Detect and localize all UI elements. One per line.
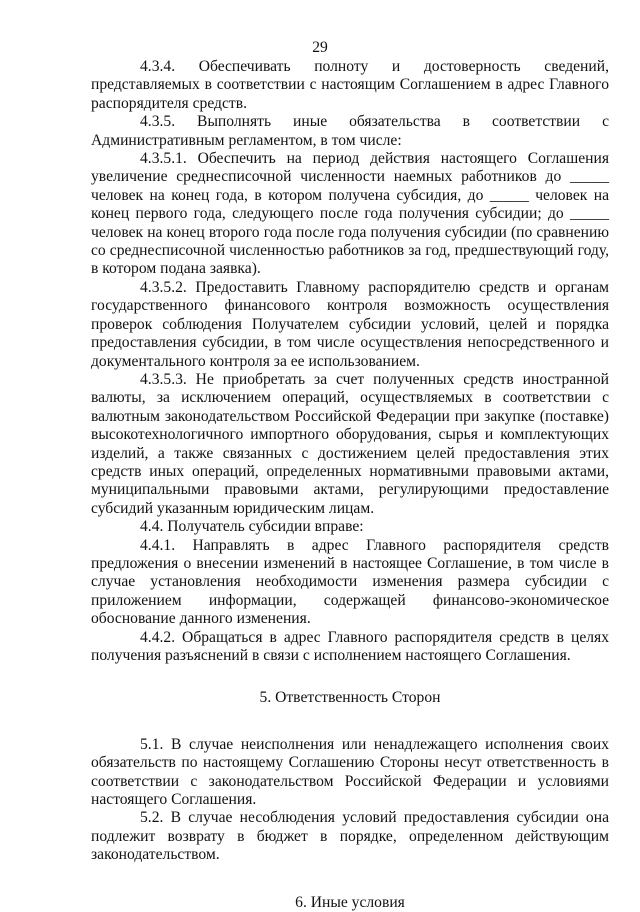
section-6-heading: 6. Иные условия (295, 893, 405, 911)
clause-4-3-5-2: 4.3.5.2. Предоставить Главному распорядителю средств и органам государственного финансового контроля возможность осуществления проверок соблюдения Получателем субсидии условий, целей и порядка предоставления субсидии, в том числе осуществления непосредственного и документального контроля за ее использованием. (91, 278, 609, 370)
clause-5-1: 5.1. В случае неисполнения или ненадлежащего исполнения своих обязательств по настоящему Соглашению Стороны несут ответственность в соответствии с законодательством Российской Федерации и условиями настоящего Соглашения. (91, 735, 609, 809)
clause-4-4-1: 4.4.1. Направлять в адрес Главного распорядителя средств предложения о внесении изменений в настоящее Соглашение, в том числе в случае установления необходимости изменения размера субсидии с приложением информации, содержащей финансово-экономическое обоснование данного изменения. (91, 536, 609, 628)
page-number: 29 (312, 39, 328, 56)
section-5-heading: 5. Ответственность Сторон (259, 689, 441, 707)
clause-5-2: 5.2. В случае несоблюдения условий предоставления субсидии она подлежит возврату в бюджет в порядке, определенном действующим законодательством. (91, 809, 609, 864)
clause-4-4: 4.4. Получатель субсидии вправе: (140, 518, 364, 536)
clause-4-4-2: 4.4.2. Обращаться в адрес Главного распорядителя средств в целях получения разъяснений в связи с исполнением настоящего Соглашения. (91, 628, 609, 664)
clause-4-3-5: 4.3.5. Выполнять иные обязательства в соответствии с Административным регламентом, в том числе: (91, 113, 609, 149)
clause-4-3-4: 4.3.4. Обеспечивать полноту и достоверность сведений, представляемых в соответствии с настоящим Соглашением в адрес Главного распорядителя средств. (91, 58, 609, 112)
document-body (91, 58, 609, 912)
clause-4-3-5-1: 4.3.5.1. Обеспечить на период действия настоящего Соглашения увеличение среднесписочной численности наемных работников до _____ человек на конец года, в котором получена субсидия, до _____ человек на конец первого года, следующего после года получения субсидии; до _____ человек на конец второго года после года получения субсидии (по сравнению со среднесписочной численностью работников за год, предшествующий году, в котором подана заявка). (91, 150, 609, 278)
clause-4-3-5-3: 4.3.5.3. Не приобретать за счет полученных средств иностранной валюты, за исключением операций, осуществляемых в соответствии с валютным законодательством Российской Федерации при закупке (поставке) высокотехнологичного импортного оборудования, сырья и комплектующих изделий, а также связанных с достижением целей предоставления этих средств иных операций, определенных нормативными правовыми актами, муниципальными правовыми актами, регулирующими предоставление субсидий указанным юридическим лицам. (91, 370, 609, 517)
